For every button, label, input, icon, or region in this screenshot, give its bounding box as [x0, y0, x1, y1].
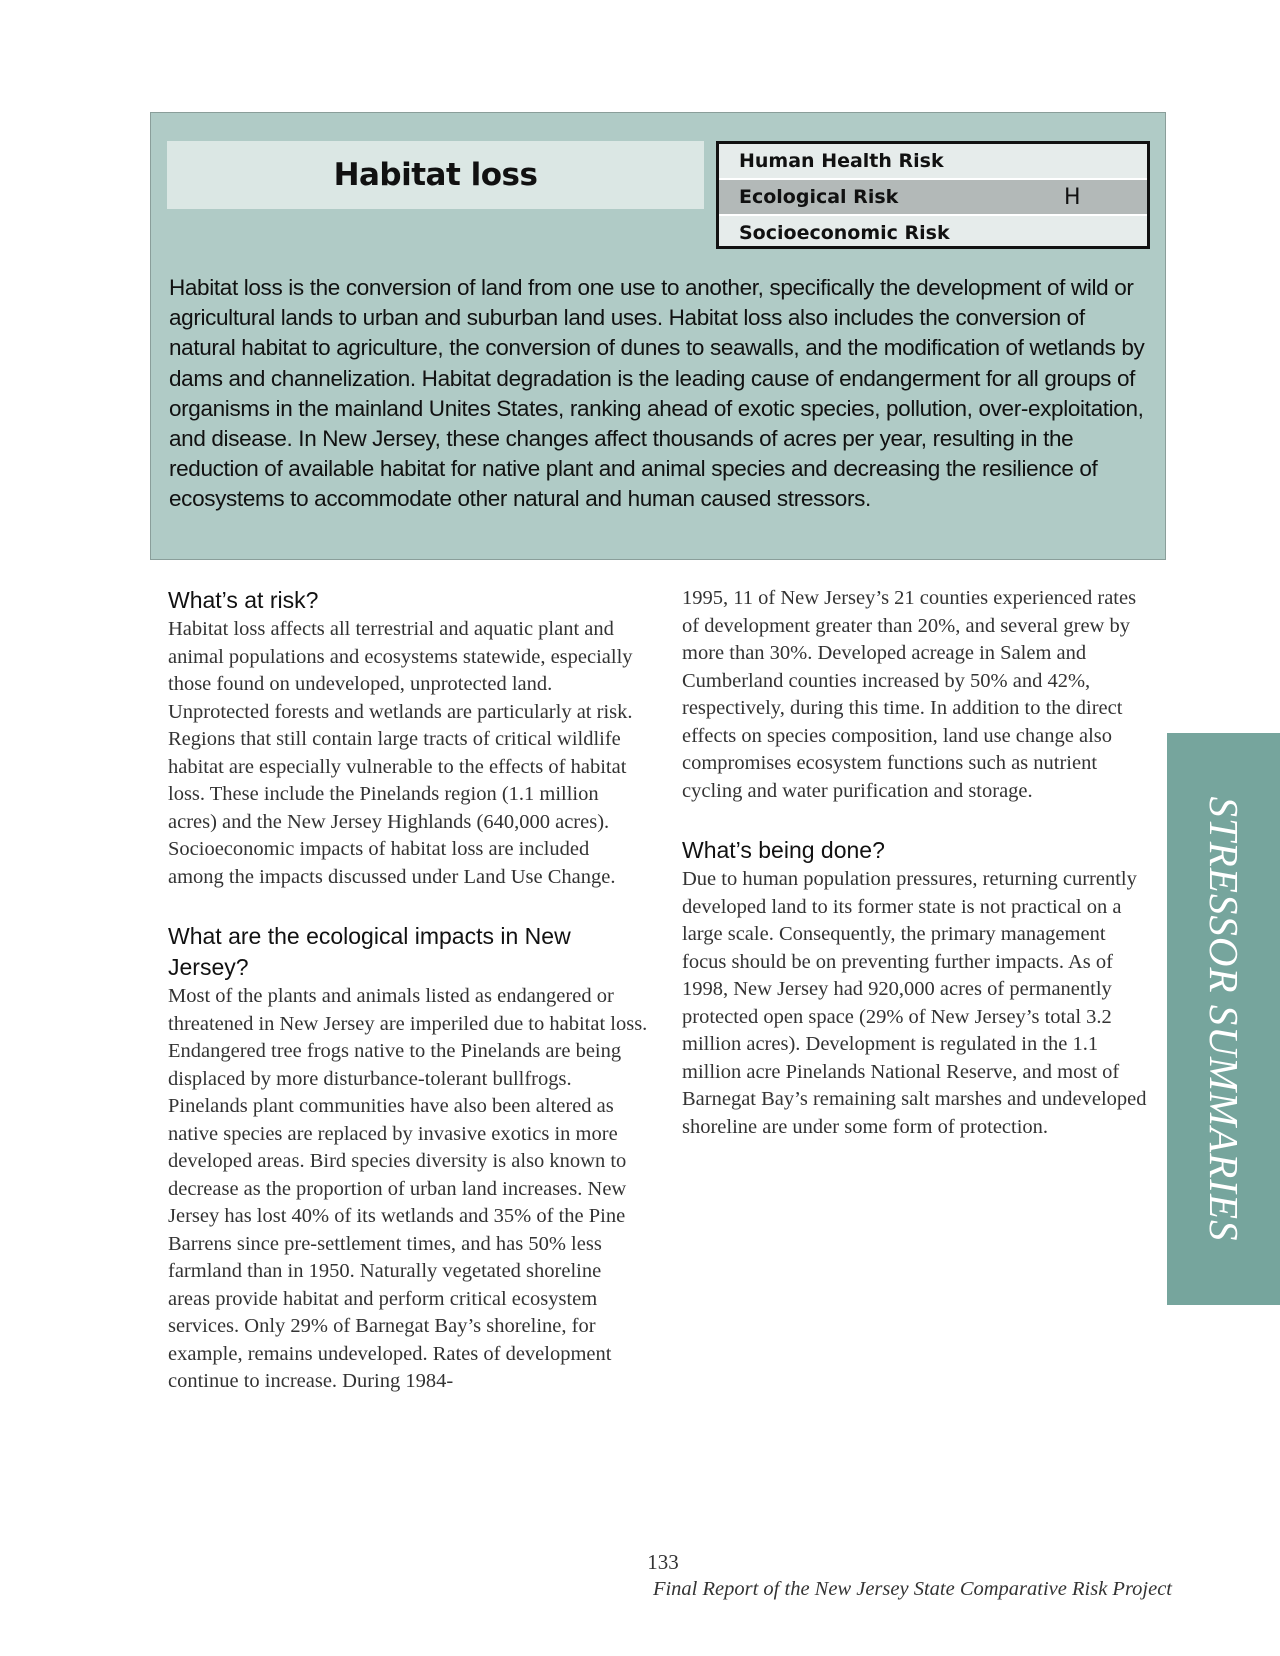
- risk-row-ecological: [719, 178, 1147, 216]
- left-column: [168, 585, 648, 1396]
- right-column: [682, 585, 1152, 1141]
- section-heading-at-risk: What’s at risk?: [168, 587, 319, 613]
- footer-text: Final Report of the New Jersey State Comparative Risk Project: [652, 1578, 1172, 1600]
- risk-label: Human Health Risk: [739, 150, 944, 172]
- risk-label: Ecological Risk: [739, 186, 899, 208]
- risk-table: [716, 141, 1150, 249]
- risk-row-human-health: [719, 144, 1147, 178]
- risk-label: Socioeconomic Risk: [739, 222, 950, 244]
- side-tab-label: STRESSOR SUMMARIES: [1200, 796, 1247, 1242]
- page-title: Habitat loss: [333, 157, 538, 193]
- risk-row-socioeconomic: [719, 216, 1147, 250]
- risk-value: H: [1064, 184, 1081, 210]
- section-body-at-risk: Habitat loss affects all terrestrial and aquatic plant and animal populations and ecosystems statewide, especially those found on undeveloped, unprotected land. Unprotected forests and wetlands are particularly at risk. Regions that still contain large tracts of critical wildlife habitat are especially vulnerable to the effects of habitat loss. These include the Pinelands region (1.1 million acres) and the New Jersey Highlands (640,000 acres). Socioeconomic impacts of habitat loss are included among the impacts discussed under Land Use Change.: [168, 618, 633, 888]
- section-body-being-done: Due to human population pressures, returning currently developed land to its former state is not practical on a large scale. Consequently, the primary management focus should be on preventing further impacts. As of 1998, New Jersey had 920,000 acres of permanently protected open space (29% of New Jersey’s total 3.2 million acres). Development is regulated in the 1.1 million acre Pinelands National Reserve, and most of Barnegat Bay’s remaining salt marshes and undeveloped shoreline are under some form of protection.: [682, 868, 1147, 1138]
- title-box: [167, 141, 704, 209]
- section-body-impacts-continued: 1995, 11 of New Jersey’s 21 counties experienced rates of development greater than 20%, and several grew by more than 30%. Developed acreage in Salem and Cumberland counties increased by 50% and 42%, respectively, during this time. In addition to the direct effects on species composition, land use change also compromises ecosystem functions such as nutrient cycling and water purification and storage.: [682, 587, 1137, 802]
- side-tab: [1167, 733, 1280, 1305]
- summary-box: [150, 112, 1166, 560]
- intro-paragraph: Habitat loss is the conversion of land from one use to another, specifically the development of wild or agricultural lands to urban and suburban land uses. Habitat loss also includes the conversion of natural habitat to agriculture, the conversion of dunes to seawalls, and the modification of wetlands by dams and channelization. Habitat degradation is the leading cause of endangerment for all groups of organisms in the mainland Unites States, ranking ahead of exotic species, pollution, over-exploitation, and disease. In New Jersey, these changes affect thousands of acres per year, resulting in the reduction of available habitat for native plant and animal species and decreasing the resilience of ecosystems to accommodate other natural and human caused stressors.: [169, 275, 1145, 512]
- section-heading-impacts: What are the ecological impacts in New Jersey?: [168, 923, 571, 980]
- section-body-impacts: Most of the plants and animals listed as endangered or threatened in New Jersey are imperiled due to habitat loss. Endangered tree frogs native to the Pinelands are being displaced by more disturbance-tolerant bullfrogs. Pinelands plant communities have also been altered as native species are replaced by invasive exotics in more developed areas. Bird species diversity is also known to decrease as the proportion of urban land increases. New Jersey has lost 40% of its wetlands and 35% of the Pine Barrens since pre-settlement times, and has 50% less farmland than in 1950. Naturally vegetated shoreline areas provide habitat and perform critical ecosystem services. Only 29% of Barnegat Bay’s shoreline, for example, remains undeveloped. Rates of development continue to increase. During 1984-: [168, 985, 648, 1392]
- section-heading-being-done: What’s being done?: [682, 837, 885, 863]
- page-number: 133: [647, 1550, 679, 1574]
